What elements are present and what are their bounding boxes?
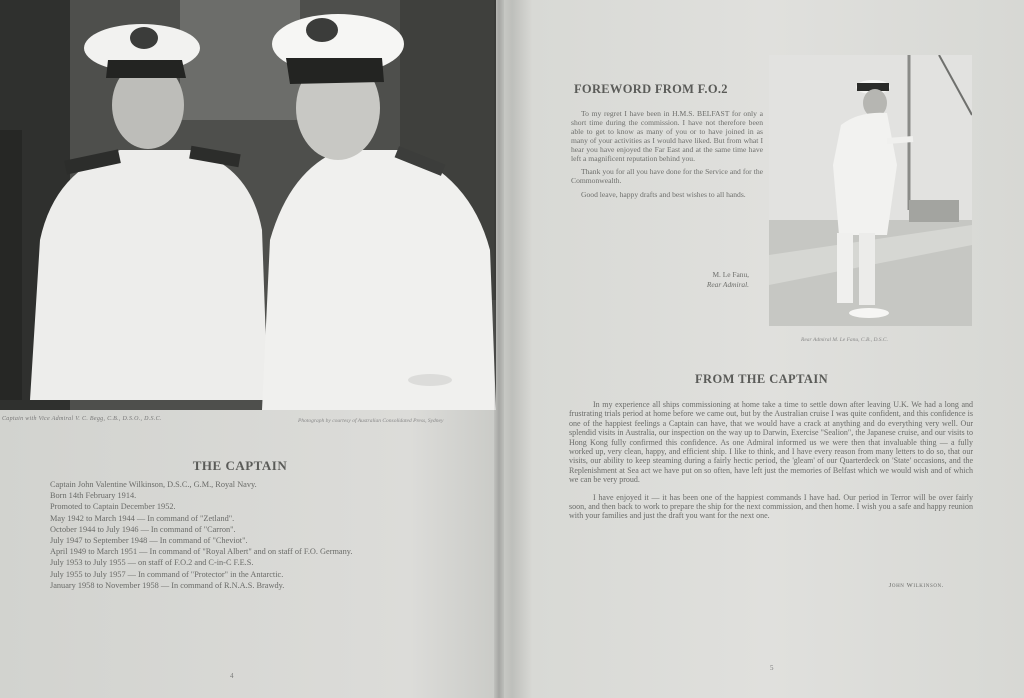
foreword-paragraph: Thank you for all you have done for the Service and for the Commonwealth. [571, 167, 763, 186]
admiral-photo-drawing [769, 55, 972, 326]
officers-photo [0, 0, 496, 410]
captain-paragraph: In my experience all ships commissioning at home take a time to settle down after leaving U.K. We had a long and frustrating trials period at home before we came out, but by the Australian cruise I was quite confident, and this confidence is one of the happiest feelings a Captain can have, that we would have a crack at anything and do everything very well. Our splendid visits in Australia, our inspection on the way up to Darwin, Exercise "Sealion", the Japanese cruise, and our visits to Hong Kong fully confirmed this confidence. As one Admiral informed us we were then that invaluable thing — a fully worked up, very clean, happy, and efficient ship. I like to think, and I have every reason from many letters to do so, that our visits, our ability to keep steaming during a fairly hectic period, the 'gleam' of our Quarterdeck on 'State' occasions, and the Replenishment at Sea act we have put on so often, have left just the memories of Belfast which we would wish and of which we can be very proud. [569, 400, 973, 485]
bio-line: May 1942 to March 1944 — In command of "Zetland". [50, 513, 235, 523]
captain-paragraph: I have enjoyed it — it has been one of the happiest commands I have had. Our period in Terror will be over fairly soon, and then back to work to prepare the ship for the next commission, and then home. I wish you a safe and happy reunion with your families and just the draft you want for the next one. [569, 492, 973, 521]
bio-line: October 1944 to July 1946 — In command of "Carron". [50, 524, 236, 534]
captain-biography [50, 479, 450, 591]
right-page [499, 0, 1024, 698]
foreword-heading: FOREWORD FROM F.O.2 [574, 82, 728, 96]
bio-line: Promoted to Captain December 1952. [50, 502, 176, 512]
foreword-rank: Rear Admiral. [706, 280, 749, 289]
bio-line: Born 14th February 1914. [50, 491, 137, 501]
bio-line: July 1955 to July 1957 — In command of "Protector" in the Antarctic. [50, 569, 284, 579]
page-number-left: 4 [230, 672, 234, 680]
page-number-right: 5 [770, 664, 774, 672]
captain-message [569, 400, 973, 529]
bio-line: July 1947 to September 1948 — In command of "Cheviot". [50, 536, 248, 546]
from-captain-heading: FROM THE CAPTAIN [694, 372, 829, 386]
foreword-signature-block [599, 270, 749, 290]
bio-line: July 1953 to July 1955 — on staff of F.O.2 and C-in-C F.E.S. [50, 558, 254, 568]
left-page [0, 0, 498, 698]
captain-heading: THE CAPTAIN [192, 458, 288, 473]
officers-photo-caption: Captain with Vice Admiral V. C. Begg, C.B., D.S.O., D.S.C. [2, 416, 162, 422]
bio-line: January 1958 to November 1958 — In command of R.N.A.S. Brawdy. [50, 580, 285, 590]
foreword-paragraph: Good leave, happy drafts and best wishes to all hands. [581, 190, 746, 200]
captain-signature: John Wilkinson. [888, 582, 944, 589]
bio-line: Captain John Valentine Wilkinson, D.S.C., G.M., Royal Navy. [50, 480, 257, 489]
officers-photo-drawing [0, 0, 496, 410]
bio-line: April 1949 to March 1951 — In command of "Royal Albert" and on staff of F.O. Germany. [50, 547, 353, 557]
admiral-photo [769, 55, 972, 326]
foreword-signature: M. Le Fanu, [712, 270, 749, 279]
foreword-text [571, 110, 763, 205]
admiral-photo-caption: Rear Admiral M. Le Fanu, C.B., D.S.C. [801, 337, 888, 343]
foreword-paragraph: To my regret I have been in H.M.S. BELFAST for only a short time during the commission. I have not therefore been able to get to know as many of you or to have joined in as many of your activities as I would have liked. But from what I hear you have enjoyed the Far East and at the same time have left a magnificent reputation behind you. [571, 109, 763, 163]
officers-photo-credit: Photograph by courtesy of Australian Consolidated Press, Sydney [298, 418, 444, 424]
